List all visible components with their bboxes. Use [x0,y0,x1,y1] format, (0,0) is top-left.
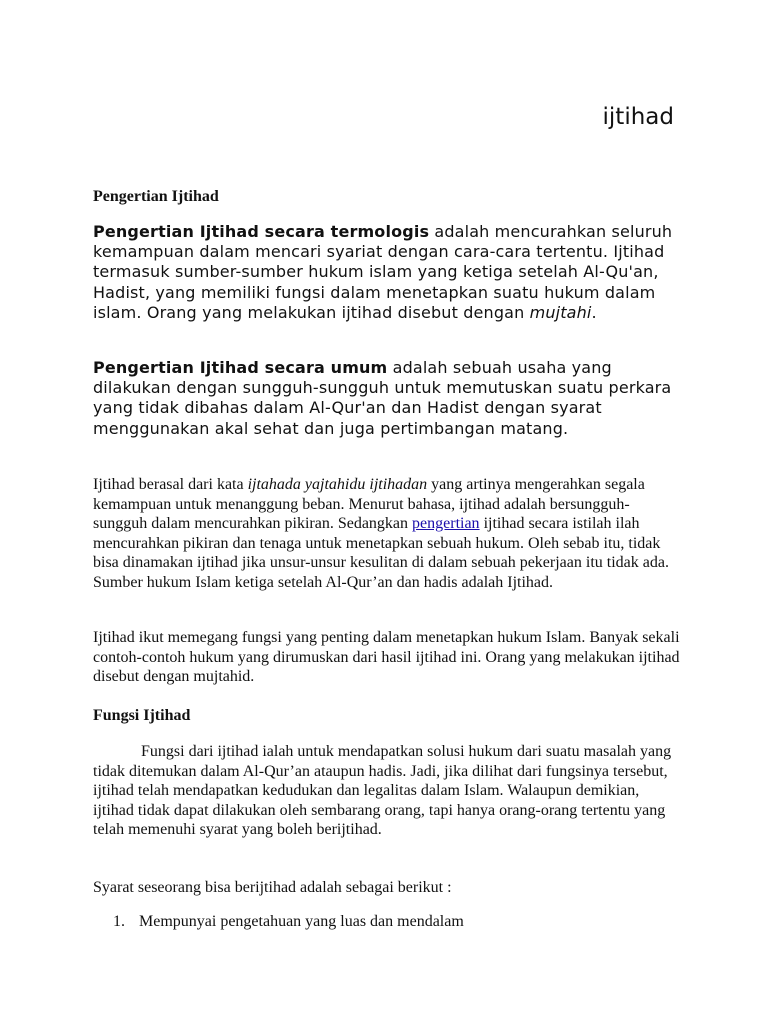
pengertian-link[interactable]: pengertian [412,515,480,533]
document-title: ijtihad [602,104,674,130]
section-heading-fungsi: Fungsi Ijtihad [93,707,191,724]
paragraph-termologis [93,222,683,323]
list-item [93,912,683,932]
list-item-text: Mempunyai pengetahuan yang luas dan mendalam [139,913,464,930]
paragraph-asal-kata [93,475,683,593]
syarat-list [93,912,683,932]
italic-term: ijtahada yajtahidu ijtihadan [247,476,428,493]
paragraph-fungsi: Fungsi dari ijtihad ialah untuk mendapatkan solusi hukum dari suatu masalah yang tidak ditemukan dalam Al-Qur’an ataupun hadis. Jadi, jika dilihat dari fungsinya tersebut, ijtihad telah mendapatkan kedudukan dan legalitas dalam Islam. Walaupun demikian, ijtihad tidak dapat dilakukan oleh sembarang orang, tapi hanya orang-orang tertentu yang telah memenuhi syarat yang boleh berijtihad. [93,743,672,839]
paragraph-fungsi-penting: Ijtihad ikut memegang fungsi yang penting dalam menetapkan hukum Islam. Banyak sekali contoh-contoh hukum yang dirumuskan dari hasil ijtihad ini. Orang yang melakukan ijtihad disebut dengan mujtahid. [93,629,680,686]
bold-term: Pengertian Ijtihad secara umum [93,358,388,377]
bold-term: Pengertian Ijtihad secara termologis [93,222,430,241]
paragraph-end: . [591,302,597,322]
paragraph-text: ijtihad secara istilah ilah mencurahkan pikiran dan tenaga untuk menetapkan sebuah hukum. Oleh sebab itu, tidak bisa dinamakan ijtihad jika unsur-unsur kesulitan di dalam sebuah pekerjaan itu tidak ada. Sumber hukum Islam ketiga setelah Al-Qur’an dan hadis adalah Ijtihad. [93,515,669,591]
paragraph-text: adalah sebuah usaha yang dilakukan dengan sungguh-sungguh untuk memutuskan suatu perkara yang tidak dibahas dalam Al-Qur'an dan Hadist dengan syarat menggunakan akal sehat dan juga pertimbangan matang. [93,358,672,438]
section-heading-pengertian: Pengertian Ijtihad [93,188,219,205]
paragraph-syarat: Syarat seseorang bisa berijtihad adalah sebagai berikut : [93,879,452,896]
italic-term: mujtahi [529,302,592,322]
paragraph-text: Ijtihad berasal dari kata [93,476,248,493]
paragraph-text: adalah mencurahkan seluruh kemampuan dalam mencari syariat dengan cara-cara tertentu. Ijtihad termasuk sumber-sumber hukum islam yang ketiga setelah Al-Qu'an, Hadist, yang memiliki fungsi dalam menetapkan suatu hukum dalam islam. Orang yang melakukan ijtihad disebut dengan [93,222,673,322]
list-item-number: 1. [113,913,125,930]
paragraph-text: yang artinya mengerahkan segala kemampuan untuk menanggung beban. Menurut bahasa, ijtihad adalah bersungguh-sungguh dalam mencurahkan pikiran. Sedangkan [93,476,645,533]
paragraph-umum [93,358,683,439]
